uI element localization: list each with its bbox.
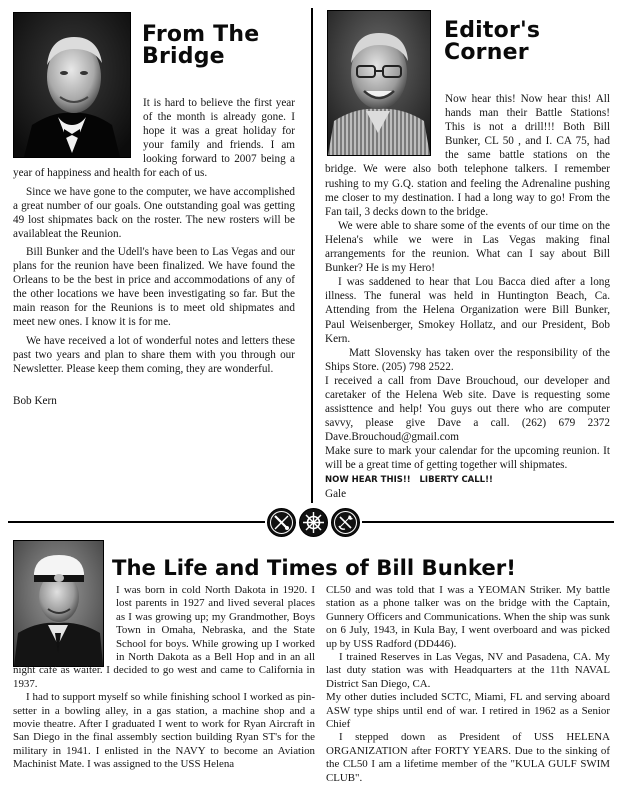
bunker-title: The Life and Times of Bill Bunker! xyxy=(112,555,516,580)
bridge-paragraph-2: Since we have gone to the computer, we have accomplished a great number of our goals. One outstanding goal was getting 49 lost shipmates back on the roster. The new rosters will be availableat the Reunion. xyxy=(13,185,295,240)
bridge-title xyxy=(142,24,292,69)
editor-paragraph-3: I was saddened to hear that Lou Bacca died after a long illness. The funeral was held in Huntington Beach, Ca. Attending from the Helena Organization were Bill Bunker, Paul Weisenberger, Smokey Hollatz, and our President, Bob Kern. xyxy=(325,276,610,345)
editor-title xyxy=(444,20,604,65)
bridge-body xyxy=(13,96,295,408)
editor-title-line2: Corner xyxy=(444,40,529,66)
bridge-paragraph-3: Bill Bunker and the Udell's have been to Las Vegas and our plans for the reunion have been finalized. We have found the Orleans to be the best in price and accommodations of any of the other locations we have been investigating so far. But the main reason for the Reunions is to meet old shipmates and meet new ones. I know it is for me. xyxy=(13,245,295,329)
bunker-right-paragraph-3: My other duties included SCTC, Miami, FL and serving aboard ASW type ships until end of war. I retired in 1962 as a Senior Chief xyxy=(326,691,610,731)
bunker-left-column xyxy=(13,584,315,772)
bridge-paragraph-4: We have received a lot of wonderful notes and letters these past two years and plan to share them with you through our Newsletter. Please keep them coming, they are wonderful. xyxy=(13,334,295,375)
section-divider-left xyxy=(8,521,265,523)
editor-paragraph-5: I received a call from Dave Brouchoud, our developer and caretaker of the Helena Web site. Dave is requesting some assisttence and help! You guys out there who are computer savvy, please give Dave a call. (262) 679 2372 Dave.Brouchoud@gmail.com xyxy=(325,374,610,444)
bunker-right-paragraph-2: I trained Reserves in Las Vegas, NV and Pasadena, CA. My last duty station was with Headquarters at the 11th NAVAL District San Diego, CA. xyxy=(326,651,610,690)
bunker-right-column xyxy=(326,584,610,785)
editor-paragraph-6: Make sure to mark your calendar for the upcoming reunion. It will be a great time of getting together will shipmates. xyxy=(325,445,610,472)
editor-callout: NOW HEAR THIS!! LIBERTY CALL!! xyxy=(325,474,493,485)
bridge-signature: Bob Kern xyxy=(13,394,57,407)
column-divider xyxy=(311,8,313,503)
bunker-right-paragraph-4: I stepped down as President of USS HELENA ORGANIZATION after FORTY YEARS. Due to the sinking of the CL50 I am a lifetime member of the "KULA GULF SWIM CLUB". xyxy=(326,731,610,784)
editor-paragraph-2: We were able to share some of the events of our time on the Helena's while we were in Las Vegas making final arrangements for the reunion. What can I say about Bill Bunker? He is my Hero! xyxy=(325,219,610,275)
ship-wheel-icon xyxy=(299,508,328,537)
bridge-title-line1: From The xyxy=(142,22,260,47)
bridge-paragraph-1: It is hard to believe the first year of the month is already gone. I hope it was a great holiday for your family and friends. I am looking forward to 2007 being a year of happiness and health for each of us. xyxy=(13,97,295,180)
editor-body xyxy=(325,92,610,501)
section-divider-right xyxy=(362,521,614,523)
bunker-left-paragraph-2: I had to support myself so while finishing school I worked as pin-setter in a bowling alley, in a gas station, a machine shop and a movie theatre. After I graduated I went to work for Ryan Aircraft in San Diego in the final assembly section building Ryan ST's for the military in 1941. I enlisted in the NAVY to become an Aviation Machinist Mate. I was assigned to the USS Helena xyxy=(13,691,315,771)
editor-paragraph-1: Now hear this! Now hear this! All hands man their Battle Stations! This is not a drill!!! Both Bill Bunker, CL 50 , and I. CA 75, had the same battle stations on the bridge. We were also both telephone talkers. I remember rushing to my G.Q. station and feeling the Adrenaline pushing me closer to my destination. I had a long way to go! From the Fan tail, 3 decks down to the bridge. xyxy=(325,93,610,218)
editor-signature: Gale xyxy=(325,487,347,500)
bunker-right-paragraph-1: CL50 and was told that I was a YEOMAN Striker. My battle station as a phone talker was on the bridge with the Captain, Gunnery Officers and Communications. When the ship was sunk on 6 July, 1943, in Kula Bay, I went overboard and was picked up by USS Radford (DD446). xyxy=(326,584,610,650)
bunker-left-paragraph-1: I was born in cold North Dakota in 1920. I lost parents in 1927 and lived several places as I was growing up; my Grandmother, Boys Town in Omaha, Nebraska, and the State School for boys. While growing up I worked in North Dakota as a Bell Hop and in an all night café as waiter. I decided to go west and came to California in 1937. xyxy=(13,584,315,690)
crossed-cannons-icon xyxy=(267,508,296,537)
bridge-title-line2: Bridge xyxy=(142,44,225,70)
anchor-tools-icon xyxy=(331,508,360,537)
editor-title-line1: Editor's xyxy=(444,18,541,43)
editor-paragraph-4: Matt Slovensky has taken over the responsibility of the Ships Store. (205) 798 2522. xyxy=(325,346,610,373)
